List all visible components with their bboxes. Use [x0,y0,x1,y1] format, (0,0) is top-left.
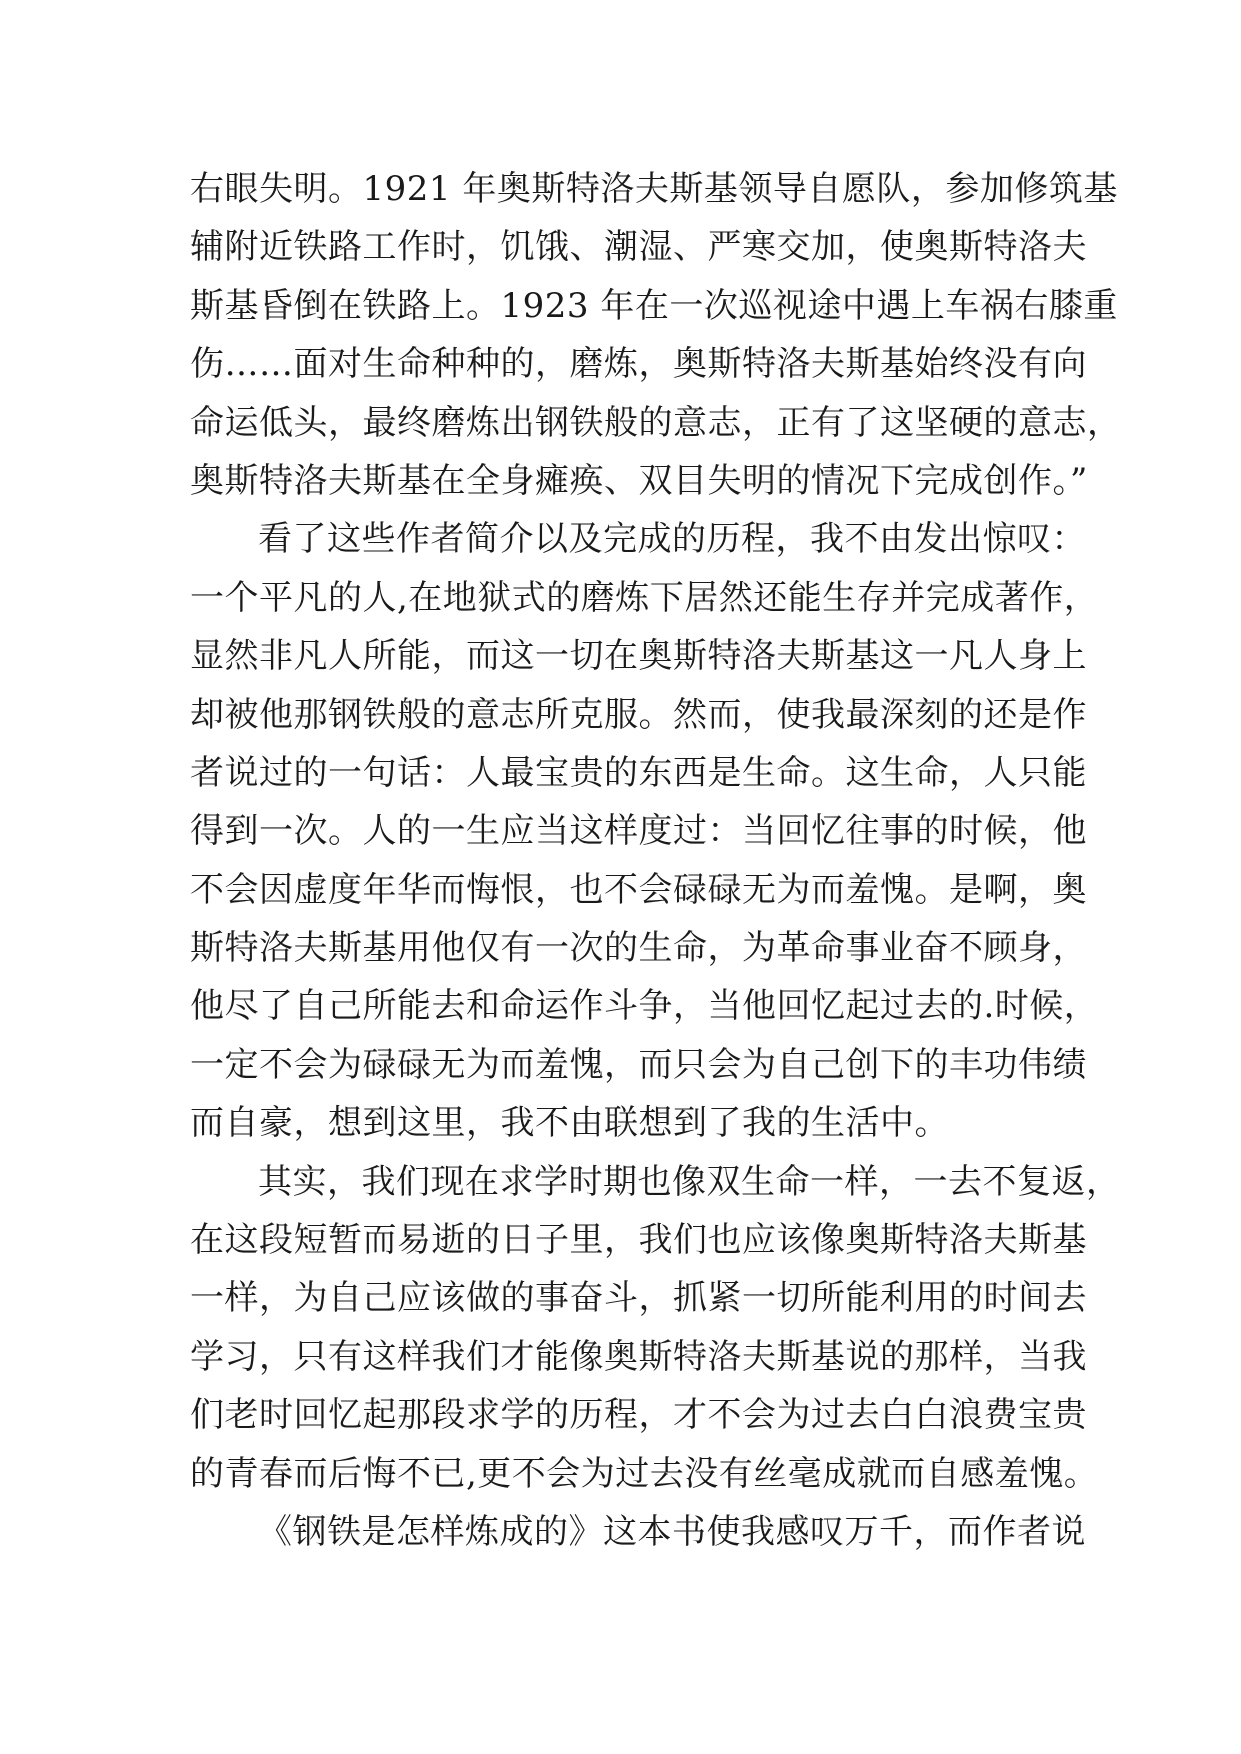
text-line: 而自豪，想到这里，我不由联想到了我的生活中。 [190,1103,949,1144]
text-line: 者说过的一句话：人最宝贵的东西是生命。这生命，人只能 [190,752,1087,793]
text-line: 学习，只有这样我们才能像奥斯特洛夫斯基说的那样，当我 [190,1336,1087,1377]
text-line: 命运低头，最终磨炼出钢铁般的意志，正有了这坚硬的意志， [190,402,1122,443]
text-line: 伤……面对生命种种的，磨炼，奥斯特洛夫斯基始终没有向 [190,344,1087,385]
text-line: 不会因虚度年华而悔恨，也不会碌碌无为而羞愧。是啊，奥 [190,869,1087,910]
paragraph-first-line: 其实，我们现在求学时期也像双生命一样，一去不复返， [258,1161,1121,1202]
text-line: 右眼失明。1921 年奥斯特洛夫斯基领导自愿队，参加修筑基 [190,169,1118,209]
text-line: 一个平凡的人,在地狱式的磨炼下居然还能生存并完成著作， [190,577,1099,618]
text-line: 斯基昏倒在铁路上。1923 年在一次巡视途中遇上车祸右膝重 [190,285,1118,326]
text-line: 在这段短暂而易逝的日子里，我们也应该像奥斯特洛夫斯基 [190,1220,1087,1261]
text-line: 却被他那钢铁般的意志所克服。然而，使我最深刻的还是作 [190,694,1087,735]
text-line: 辅附近铁路工作时，饥饿、潮湿、严寒交加，使奥斯特洛夫 [190,227,1087,268]
text-line: 一样，为自己应该做的事奋斗，抓紧一切所能利用的时间去 [190,1278,1087,1319]
body-text [190,160,1122,1561]
paragraph-first-line: 看了这些作者简介以及完成的历程，我不由发出惊叹： [258,519,1086,560]
paragraph-first-line: 《钢铁是怎样炼成的》这本书使我感叹万千，而作者说 [258,1511,1086,1552]
text-line: 斯特洛夫斯基用他仅有一次的生命，为革命事业奋不顾身， [190,928,1087,969]
text-line: 他尽了自己所能去和命运作斗争，当他回忆起过去的.时候， [190,986,1099,1027]
text-line: 得到一次。人的一生应当这样度过：当回忆往事的时候，他 [190,811,1087,852]
text-line: 一定不会为碌碌无为而羞愧，而只会为自己创下的丰功伟绩 [190,1044,1087,1085]
text-line: 的青春而后悔不已,更不会为过去没有丝毫成就而自感羞愧。 [190,1453,1099,1494]
text-line: 们老时回忆起那段求学的历程，才不会为过去白白浪费宝贵 [190,1395,1087,1436]
text-line: 奥斯特洛夫斯基在全身瘫痪、双目失明的情况下完成创作。” [190,460,1088,501]
text-line: 显然非凡人所能，而这一切在奥斯特洛夫斯基这一凡人身上 [190,636,1087,677]
